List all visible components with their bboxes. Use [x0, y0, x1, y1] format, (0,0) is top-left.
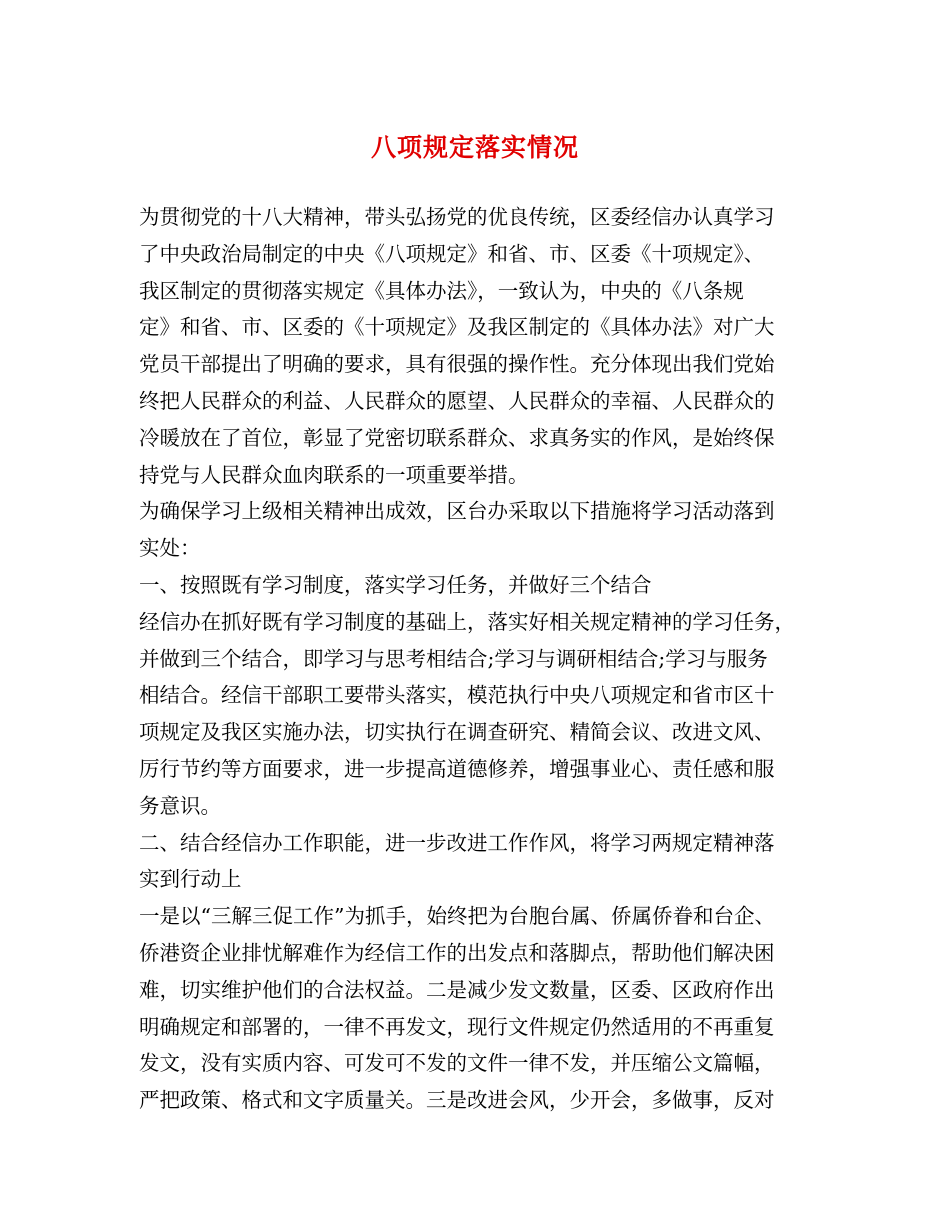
section-heading: 实到行动上	[139, 867, 242, 892]
text-line: 定》和省、市、区委的《十项规定》及我区制定的《具体办法》对广大	[139, 315, 775, 340]
section-heading: 二、结合经信办工作职能，进一步改进工作作风，将学习两规定精神落	[139, 830, 775, 855]
text-line: 为贯彻党的十八大精神，带头弘扬党的优良传统，区委经信办认真学习	[139, 205, 775, 229]
text-line: 难，切实维护他们的合法权益。二是减少发文数量，区委、区政府作出	[139, 977, 775, 1002]
text-line: 侨港资企业排忧解难作为经信工作的出发点和落脚点，帮助他们解决困	[139, 940, 775, 965]
text-line: 冷暖放在了首位，彰显了党密切联系群众、求真务实的作风，是始终保	[139, 425, 775, 450]
text-line: 党员干部提出了明确的要求，具有很强的操作性。充分体现出我们党始	[139, 352, 775, 377]
text-line: 为确保学习上级相关精神出成效，区台办采取以下措施将学习活动落到	[139, 499, 775, 524]
document-body	[139, 199, 829, 1119]
text-line: 务意识。	[139, 793, 221, 818]
text-line: 一是以“三解三促工作”为抓手，始终把为台胞台属、侨属侨眷和台企、	[139, 904, 775, 929]
text-line: 厉行节约等方面要求，进一步提高道德修养，增强事业心、责任感和服	[139, 756, 775, 781]
text-line: 并做到三个结合，即学习与思考相结合;学习与调研相结合;学习与服务	[139, 646, 768, 671]
text-line: 经信办在抓好既有学习制度的基础上，落实好相关规定精神的学习任务，	[139, 609, 795, 634]
text-line: 了中央政治局制定的中央《八项规定》和省、市、区委《十项规定》、	[139, 241, 765, 266]
text-line: 发文，没有实质内容、可发可不发的文件一律不发，并压缩公文篇幅，	[139, 1051, 775, 1076]
text-line: 我区制定的贯彻落实规定《具体办法》，一致认为，中央的《八条规	[139, 278, 744, 303]
text-line: 持党与人民群众血肉联系的一项重要举措。	[139, 462, 529, 487]
section-heading: 一、按照既有学习制度，落实学习任务，并做好三个结合	[139, 572, 652, 597]
text-line: 终把人民群众的利益、人民群众的愿望、人民群众的幸福、人民群众的	[139, 388, 775, 413]
text-line: 明确规定和部署的，一律不再发文，现行文件规定仍然适用的不再重复	[139, 1014, 775, 1039]
text-line: 项规定及我区实施办法，切实执行在调查研究、精简会议、改进文风、	[139, 720, 775, 745]
text-line: 相结合。经信干部职工要带头落实，模范执行中央八项规定和省市区十	[139, 683, 775, 708]
text-line: 严把政策、格式和文字质量关。三是改进会风，少开会，多做事，反对	[139, 1088, 775, 1113]
text-line: 实处：	[139, 536, 201, 561]
document-title: 八项规定落实情况	[370, 133, 579, 162]
